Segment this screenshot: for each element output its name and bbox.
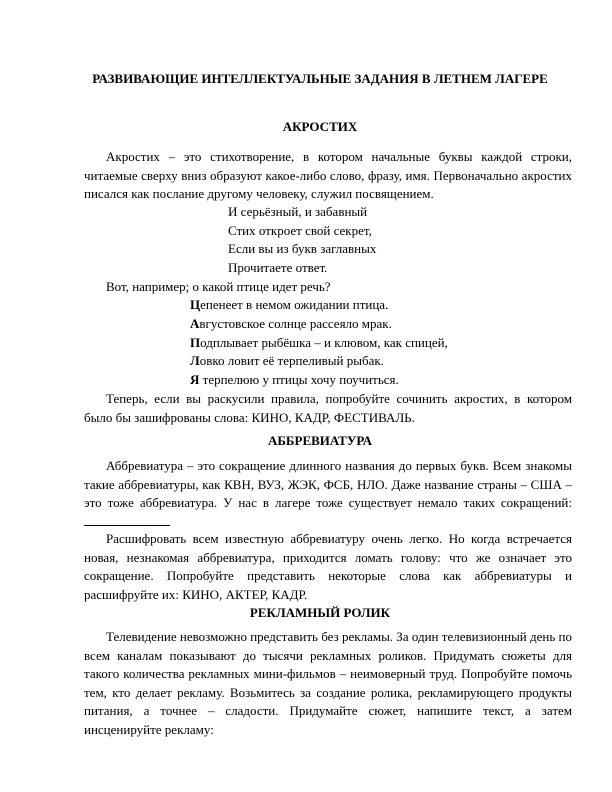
poem-2-line: [190, 315, 392, 334]
poem-2-line-text: вгустовское солнце рассеяло мрак.: [199, 316, 392, 331]
abbreviation-paragraph-1-text: Аббревиатура – это сокращение длинного названия до первых букв. Всем знакомы такие аббревиатуры, как КВН, ВУЗ, ЖЭК, ФСБ, НЛО. Даже название страны – США – это тоже аббревиатура. У нас в лагере тоже существует немало таких сокращений:: [84, 458, 572, 511]
poem-2-line: [190, 352, 384, 371]
poem-2-line-text: терпелюю у птицы хочу поучиться.: [199, 372, 399, 387]
acrostic-intro-paragraph: Акростих – это стихотворение, в котором начальные буквы каждой строки, читаемые сверху вниз образуют какое-либо слово, фразу, имя. Первоначально акростих писался как послание другому человеку, служил посвящением.: [84, 149, 572, 202]
answer-blank-line: [84, 513, 170, 526]
poem-2-line-text: епенеет в немом ожидании птица.: [200, 297, 389, 312]
acrostic-letter: Ц: [190, 297, 201, 312]
poem-1-line: Стих откроет свой секрет,: [228, 223, 372, 238]
acrostic-letter: П: [190, 335, 201, 350]
abbreviation-paragraph-1: [84, 457, 572, 531]
poem-1-line: Прочитаете ответ.: [228, 260, 328, 275]
document-title: РАЗВИВАЮЩИЕ ИНТЕЛЛЕКТУАЛЬНЫЕ ЗАДАНИЯ В ЛЕТНЕМ ЛАГЕРЕ: [92, 71, 548, 86]
poem-2-line-text: одплывает рыбёшка – и клювом, как спицей,: [200, 335, 448, 350]
heading-acrostic: АКРОСТИХ: [282, 119, 358, 134]
poem-2-line-text: овко ловит её терпеливый рыбак.: [199, 353, 384, 368]
acrostic-letter: А: [190, 316, 200, 331]
acrostic-letter: Я: [190, 372, 200, 387]
poem-1-line: И серьёзный, и забавный: [228, 204, 368, 219]
acrostic-task-paragraph: Теперь, если вы раскусили правила, попробуйте сочинить акростих, в котором было бы зашифрованы слова: КИНО, КАДР, ФЕСТИВАЛЬ.: [84, 391, 572, 425]
abbreviation-paragraph-2: Расшифровать всем известную аббревиатуру очень легко. Но когда встречается новая, незнакомая аббревиатура, приходится ломать голову: что же означает это сокращение. Попробуйте представить некоторые слова как аббревиатуры и расшифруйте их: КИНО, АКТЕР, КАДР.: [84, 531, 572, 602]
acrostic-question: Вот, например; о какой птице идет речь?: [106, 279, 331, 294]
poem-2-line: [190, 296, 388, 315]
heading-abbreviation: АББРЕВИАТУРА: [267, 433, 373, 448]
ad-paragraph: Телевидение невозможно представить без рекламы. За один телевизионный день по всем каналам показывают до тысячи рекламных роликов. Придумать сюжеты для такого количества рекламных мини-фильмов – неимоверный труд. Попробуйте помочь тем, кто делает рекламу. Возьмитесь за создание ролика, рекламирующего продукты питания, а точнее – сладости. Придумайте сюжет, напишите текст, а затем инсценируйте рекламу:: [84, 629, 572, 737]
acrostic-letter: Л: [190, 353, 200, 368]
poem-1-line: Если вы из букв заглавных: [228, 241, 377, 256]
poem-2-line: [190, 334, 448, 353]
poem-2-line: [190, 371, 399, 390]
heading-ad: РЕКЛАМНЫЙ РОЛИК: [249, 605, 391, 620]
